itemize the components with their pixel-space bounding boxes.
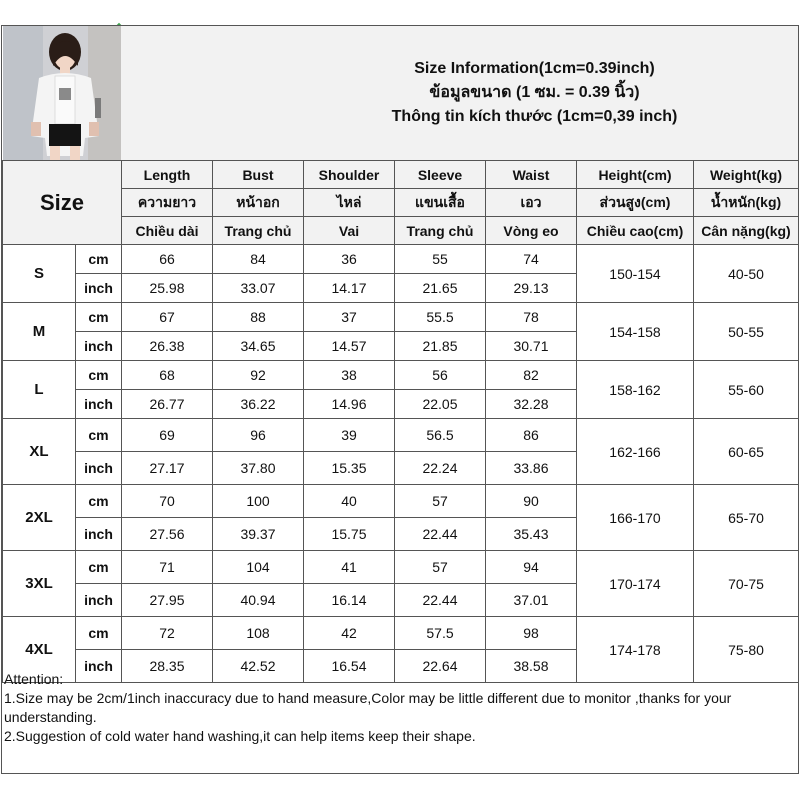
- cell-waist-inch: 33.86: [486, 452, 577, 485]
- cell-weight: 55-60: [694, 361, 799, 419]
- cell-sleeve-cm: 55: [395, 245, 486, 274]
- cell-shoulder-inch: 14.57: [304, 332, 395, 361]
- header-shoulder: Shoulder: [304, 161, 395, 189]
- table-row: [3, 551, 799, 584]
- cell-bust-cm: 100: [213, 485, 304, 518]
- cell-waist-cm: 94: [486, 551, 577, 584]
- unit-inch: inch: [76, 584, 122, 617]
- cell-bust-cm: 84: [213, 245, 304, 274]
- size-label: M: [3, 303, 76, 361]
- cell-sleeve-cm: 57.5: [395, 617, 486, 650]
- cell-bust-inch: 39.37: [213, 518, 304, 551]
- header-bust-th: หน้าอก: [213, 189, 304, 217]
- cell-bust-inch: 34.65: [213, 332, 304, 361]
- cell-shoulder-inch: 14.17: [304, 274, 395, 303]
- cell-waist-cm: 86: [486, 419, 577, 452]
- unit-inch: inch: [76, 518, 122, 551]
- unit-inch: inch: [76, 390, 122, 419]
- note-2: 2.Suggestion of cold water hand washing,it can help items keep their shape.: [4, 728, 476, 744]
- header-length-th: ความยาว: [122, 189, 213, 217]
- model-illustration: [3, 26, 121, 160]
- table-row: [3, 419, 799, 452]
- unit-inch: inch: [76, 274, 122, 303]
- title-thai: ข้อมูลขนาด (1 ซม. = 0.39 นิ้ว): [429, 84, 640, 101]
- cell-shoulder-cm: 39: [304, 419, 395, 452]
- cell-weight: 40-50: [694, 245, 799, 303]
- cell-length-inch: 25.98: [122, 274, 213, 303]
- cell-bust-inch: 37.80: [213, 452, 304, 485]
- size-rows: [3, 245, 799, 683]
- cell-height: 166-170: [577, 485, 694, 551]
- cell-bust-inch: 40.94: [213, 584, 304, 617]
- cell-length-cm: 66: [122, 245, 213, 274]
- cell-sleeve-cm: 57: [395, 485, 486, 518]
- cell-waist-inch: 38.58: [486, 650, 577, 683]
- cell-waist-inch: 35.43: [486, 518, 577, 551]
- header-length-vi: Chiều dài: [122, 217, 213, 245]
- cell-sleeve-cm: 56: [395, 361, 486, 390]
- cell-length-inch: 27.95: [122, 584, 213, 617]
- cell-length-cm: 70: [122, 485, 213, 518]
- unit-cm: cm: [76, 419, 122, 452]
- cell-waist-cm: 74: [486, 245, 577, 274]
- unit-inch: inch: [76, 452, 122, 485]
- cell-length-cm: 67: [122, 303, 213, 332]
- unit-cm: cm: [76, 617, 122, 650]
- size-header: Size: [3, 161, 122, 245]
- cell-sleeve-inch: 22.24: [395, 452, 486, 485]
- cell-length-cm: 72: [122, 617, 213, 650]
- header-waist: Waist: [486, 161, 577, 189]
- header-sleeve-th: แขนเสื้อ: [395, 189, 486, 217]
- cell-waist-inch: 29.13: [486, 274, 577, 303]
- cell-length-cm: 71: [122, 551, 213, 584]
- cell-sleeve-inch: 22.64: [395, 650, 486, 683]
- cell-shoulder-cm: 37: [304, 303, 395, 332]
- unit-cm: cm: [76, 361, 122, 390]
- unit-inch: inch: [76, 332, 122, 361]
- cell-bust-inch: 36.22: [213, 390, 304, 419]
- header-bust: Bust: [213, 161, 304, 189]
- cell-waist-inch: 32.28: [486, 390, 577, 419]
- cell-shoulder-inch: 15.35: [304, 452, 395, 485]
- cell-length-cm: 69: [122, 419, 213, 452]
- cell-waist-cm: 98: [486, 617, 577, 650]
- header-weight-vi: Cân nặng(kg): [694, 217, 799, 245]
- header-sleeve-vi: Trang chủ: [395, 217, 486, 245]
- size-label: 2XL: [3, 485, 76, 551]
- cell-shoulder-inch: 15.75: [304, 518, 395, 551]
- header-sleeve: Sleeve: [395, 161, 486, 189]
- cell-shoulder-inch: 16.14: [304, 584, 395, 617]
- table-row: [3, 245, 799, 274]
- header-weight-th: น้ำหนัก(kg): [694, 189, 799, 217]
- table-row: [3, 303, 799, 332]
- header-waist-th: เอว: [486, 189, 577, 217]
- title-vietnamese: Thông tin kích thước (1cm=0,39 inch): [391, 108, 678, 125]
- cell-length-inch: 27.17: [122, 452, 213, 485]
- cell-sleeve-inch: 21.85: [395, 332, 486, 361]
- cell-sleeve-inch: 22.44: [395, 584, 486, 617]
- cell-shoulder-cm: 42: [304, 617, 395, 650]
- cell-height: 174-178: [577, 617, 694, 683]
- cell-shoulder-cm: 38: [304, 361, 395, 390]
- cell-weight: 60-65: [694, 419, 799, 485]
- size-label: S: [3, 245, 76, 303]
- cell-bust-inch: 33.07: [213, 274, 304, 303]
- cell-weight: 75-80: [694, 617, 799, 683]
- cell-bust-inch: 42.52: [213, 650, 304, 683]
- note-1: 1.Size may be 2cm/1inch inaccuracy due to hand measure,Color may be little different due to monitor ,thanks for your understanding.: [4, 690, 732, 725]
- cell-sleeve-inch: 21.65: [395, 274, 486, 303]
- cell-bust-cm: 108: [213, 617, 304, 650]
- cell-shoulder-inch: 14.96: [304, 390, 395, 419]
- header-height-vi: Chiều cao(cm): [577, 217, 694, 245]
- attention-notes: [4, 670, 794, 746]
- cell-shoulder-cm: 41: [304, 551, 395, 584]
- cell-bust-cm: 96: [213, 419, 304, 452]
- table-row: [3, 617, 799, 650]
- cell-shoulder-cm: 40: [304, 485, 395, 518]
- size-label: XL: [3, 419, 76, 485]
- cell-sleeve-inch: 22.44: [395, 518, 486, 551]
- size-label: 4XL: [3, 617, 76, 683]
- cell-sleeve-cm: 57: [395, 551, 486, 584]
- size-chart-sheet: [1, 25, 799, 774]
- cell-sleeve-cm: 56.5: [395, 419, 486, 452]
- model-photo: [3, 26, 122, 160]
- cell-waist-cm: 78: [486, 303, 577, 332]
- cell-bust-cm: 92: [213, 361, 304, 390]
- table-row: [3, 361, 799, 390]
- header-row-english: [3, 161, 799, 189]
- cell-weight: 70-75: [694, 551, 799, 617]
- title-block: [121, 26, 798, 160]
- cell-waist-inch: 37.01: [486, 584, 577, 617]
- cell-height: 162-166: [577, 419, 694, 485]
- unit-cm: cm: [76, 245, 122, 274]
- cell-height: 154-158: [577, 303, 694, 361]
- cell-sleeve-inch: 22.05: [395, 390, 486, 419]
- cell-length-inch: 26.38: [122, 332, 213, 361]
- unit-cm: cm: [76, 485, 122, 518]
- size-table: [2, 160, 799, 683]
- cell-length-inch: 28.35: [122, 650, 213, 683]
- cell-length-cm: 68: [122, 361, 213, 390]
- header-shoulder-vi: Vai: [304, 217, 395, 245]
- cell-height: 158-162: [577, 361, 694, 419]
- size-label: 3XL: [3, 551, 76, 617]
- unit-cm: cm: [76, 551, 122, 584]
- header-row-vietnamese: [3, 217, 799, 245]
- cell-waist-cm: 82: [486, 361, 577, 390]
- header-shoulder-th: ไหล่: [304, 189, 395, 217]
- cell-weight: 65-70: [694, 485, 799, 551]
- table-row: [3, 485, 799, 518]
- cell-bust-cm: 104: [213, 551, 304, 584]
- header-row-thai: [3, 189, 799, 217]
- cell-length-inch: 27.56: [122, 518, 213, 551]
- header-waist-vi: Vòng eo: [486, 217, 577, 245]
- header-weight: Weight(kg): [694, 161, 799, 189]
- cell-sleeve-cm: 55.5: [395, 303, 486, 332]
- cell-waist-cm: 90: [486, 485, 577, 518]
- size-label: L: [3, 361, 76, 419]
- cell-shoulder-inch: 16.54: [304, 650, 395, 683]
- cell-height: 170-174: [577, 551, 694, 617]
- cell-waist-inch: 30.71: [486, 332, 577, 361]
- header-length: Length: [122, 161, 213, 189]
- unit-inch: inch: [76, 650, 122, 683]
- cell-length-inch: 26.77: [122, 390, 213, 419]
- header-height-th: ส่วนสูง(cm): [577, 189, 694, 217]
- unit-cm: cm: [76, 303, 122, 332]
- header-bust-vi: Trang chủ: [213, 217, 304, 245]
- notes-heading: Attention:: [4, 671, 64, 687]
- cell-bust-cm: 88: [213, 303, 304, 332]
- cell-weight: 50-55: [694, 303, 799, 361]
- cell-shoulder-cm: 36: [304, 245, 395, 274]
- header-height: Height(cm): [577, 161, 694, 189]
- cell-height: 150-154: [577, 245, 694, 303]
- title-english: Size Information(1cm=0.39inch): [414, 60, 655, 77]
